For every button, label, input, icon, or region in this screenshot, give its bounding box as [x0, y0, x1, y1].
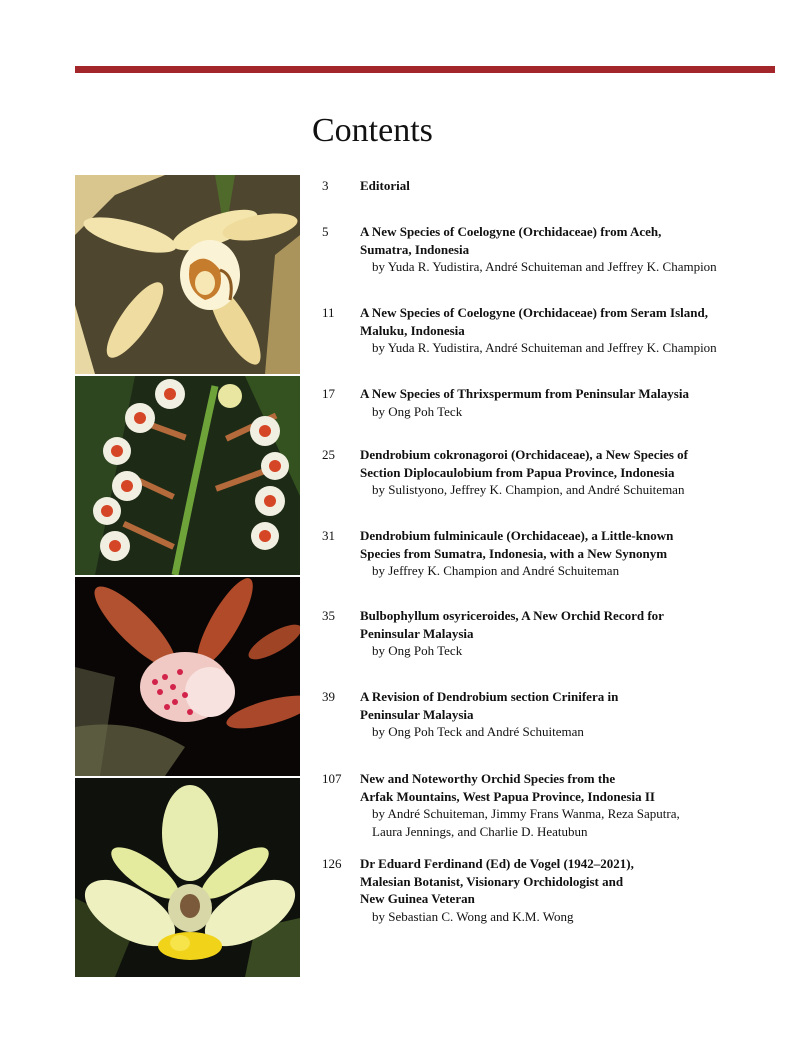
toc-authors-line: by Yuda R. Yudistira, André Schuiteman and Jeffrey K. Champion	[372, 340, 717, 355]
toc-page-number: 126	[322, 856, 342, 871]
toc-authors-line: by Ong Poh Teck	[372, 403, 463, 419]
toc-authors-line: by Ong Poh Teck	[372, 643, 463, 658]
toc-title-line: Dr Eduard Ferdinand (Ed) de Vogel (1942–2021),	[360, 856, 634, 871]
toc-authors-line: by Jeffrey K. Champion and André Schuiteman	[372, 563, 620, 578]
toc-authors-line: by Yuda R. Yudistira, André Schuiteman and Jeffrey K. Champion	[372, 259, 717, 274]
toc-authors-line: by André Schuiteman, Jimmy Frans Wanma, Reza Saputra,	[372, 806, 680, 821]
toc-title-line: A New Species of Coelogyne (Orchidaceae) from Aceh,	[360, 224, 662, 239]
toc-page-number: 11	[322, 305, 335, 320]
toc-entry[interactable]	[322, 688, 782, 741]
toc-title-line: New Guinea Veteran	[360, 891, 475, 906]
toc-entry[interactable]	[322, 177, 782, 195]
toc-entry[interactable]	[322, 223, 782, 276]
toc-title-line: Dendrobium cokronagoroi (Orchidaceae), a New Species of	[360, 447, 688, 462]
toc-entry[interactable]	[322, 446, 782, 499]
toc-entry[interactable]	[322, 607, 782, 660]
toc-page-number: 17	[322, 386, 335, 401]
top-rule	[75, 66, 775, 73]
toc-title-line: Peninsular Malaysia	[360, 706, 474, 722]
toc-title-line: Maluku, Indonesia	[360, 322, 465, 338]
toc-title-line: Arfak Mountains, West Papua Province, Indonesia II	[360, 788, 655, 804]
orchid-photo-thrixspermum	[75, 376, 300, 575]
toc-title-line: Species from Sumatra, Indonesia, with a New Synonym	[360, 545, 668, 561]
toc-title-line: Editorial	[360, 178, 410, 193]
toc-authors-line: by Sebastian C. Wong and K.M. Wong	[372, 908, 574, 924]
toc-entry[interactable]	[322, 527, 782, 580]
toc-entry[interactable]	[322, 304, 782, 357]
toc-entry[interactable]	[322, 855, 782, 925]
orchid-photo-coelogyne	[75, 175, 300, 374]
toc-title-line: A New Species of Thrixspermum from Peninsular Malaysia	[360, 386, 689, 401]
page-title: Contents	[312, 112, 433, 149]
toc-entry[interactable]	[322, 770, 782, 840]
toc-authors-line: Laura Jennings, and Charlie D. Heatubun	[372, 823, 588, 839]
toc-page-number: 107	[322, 771, 342, 786]
toc-title-line: New and Noteworthy Orchid Species from the	[360, 771, 616, 786]
toc-page-number: 39	[322, 689, 335, 704]
toc-title-line: Bulbophyllum osyriceroides, A New Orchid Record for	[360, 608, 664, 623]
toc-page-number: 35	[322, 608, 335, 623]
toc-authors-line: by Sulistyono, Jeffrey K. Champion, and André Schuiteman	[372, 482, 685, 497]
toc-authors-line: by Ong Poh Teck and André Schuiteman	[372, 724, 584, 739]
toc-page-number: 3	[322, 178, 329, 193]
toc-title-line: A New Species of Coelogyne (Orchidaceae) from Seram Island,	[360, 305, 708, 320]
toc-title-line: Section Diplocaulobium from Papua Province, Indonesia	[360, 464, 675, 480]
toc-page-number: 25	[322, 447, 335, 462]
photo-column	[75, 175, 300, 977]
toc-title-line: Peninsular Malaysia	[360, 625, 474, 641]
orchid-photo-dendrobium	[75, 778, 300, 977]
toc-title-line: A Revision of Dendrobium section Crinifera in	[360, 689, 619, 704]
toc-title-line: Sumatra, Indonesia	[360, 241, 470, 257]
toc-page-number: 31	[322, 528, 335, 543]
toc-entry[interactable]	[322, 385, 782, 420]
orchid-photo-bulbophyllum	[75, 577, 300, 776]
toc-page-number: 5	[322, 224, 329, 239]
toc-title-line: Malesian Botanist, Visionary Orchidologist and	[360, 873, 624, 889]
toc-title-line: Dendrobium fulminicaule (Orchidaceae), a Little-known	[360, 528, 674, 543]
